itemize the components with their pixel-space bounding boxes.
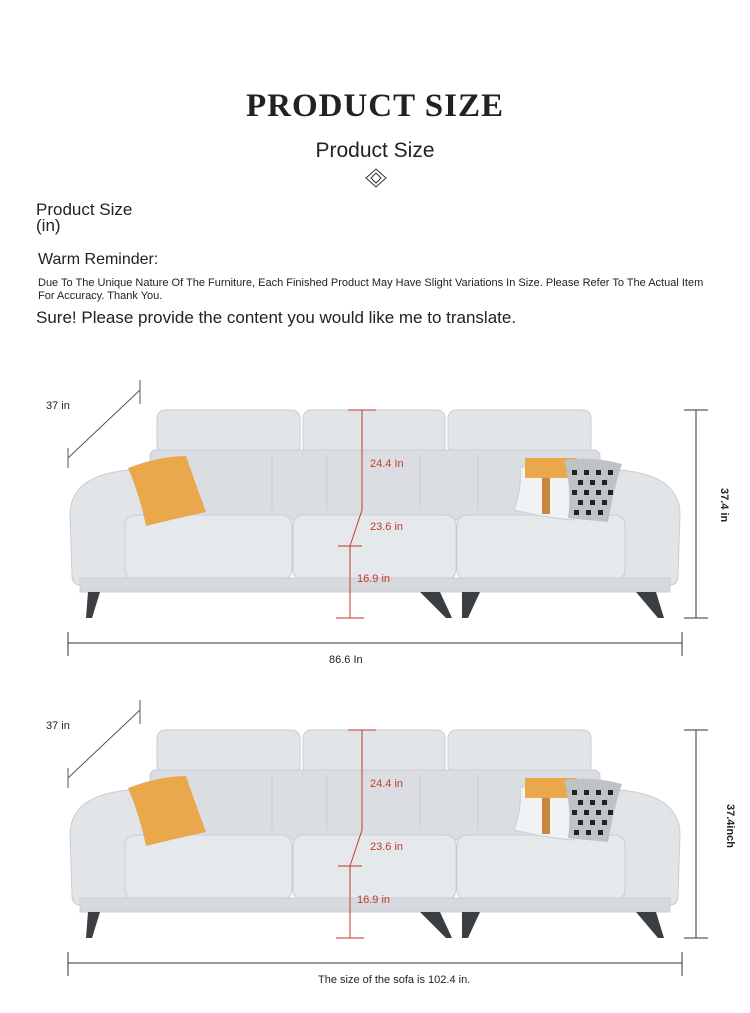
warm-reminder-text: Due To The Unique Nature Of The Furniture, Each Finished Product May Have Slight Variations In Size. Please Refer To The Actual Item For Accuracy. Thank You. (38, 277, 704, 302)
diamond-ornament-icon (365, 168, 387, 188)
seat-floor-label: 16.9 in (357, 894, 391, 906)
product-size-label-line1: Product Size (36, 200, 133, 219)
product-size-label (36, 202, 132, 234)
page-subtitle: Product Size (315, 139, 435, 162)
depth-label: 37 in (46, 720, 70, 732)
page-title: PRODUCT SIZE (245, 88, 505, 124)
seat-height-label: 23.6 in (370, 841, 404, 853)
back-height-label: 24.4 in (370, 778, 404, 790)
total-height-label: 37.4inch (724, 804, 736, 849)
total-height-label: 37.4 in (718, 488, 730, 523)
warm-reminder-title: Warm Reminder: (38, 251, 159, 268)
translation-note: Sure! Please provide the content you would like me to translate. (36, 308, 517, 327)
width-label: 86.6 In (329, 654, 363, 666)
sofa-diagram-top (0, 370, 750, 680)
width-label: The size of the sofa is 102.4 in. (318, 974, 471, 986)
depth-label: 37 in (46, 400, 70, 412)
back-height-label: 24.4 In (370, 458, 404, 470)
product-size-label-unit: (in) (36, 216, 61, 235)
seat-height-label: 23.6 in (370, 521, 404, 533)
sofa-diagram-bottom (0, 690, 750, 1000)
seat-floor-label: 16.9 in (357, 573, 391, 585)
